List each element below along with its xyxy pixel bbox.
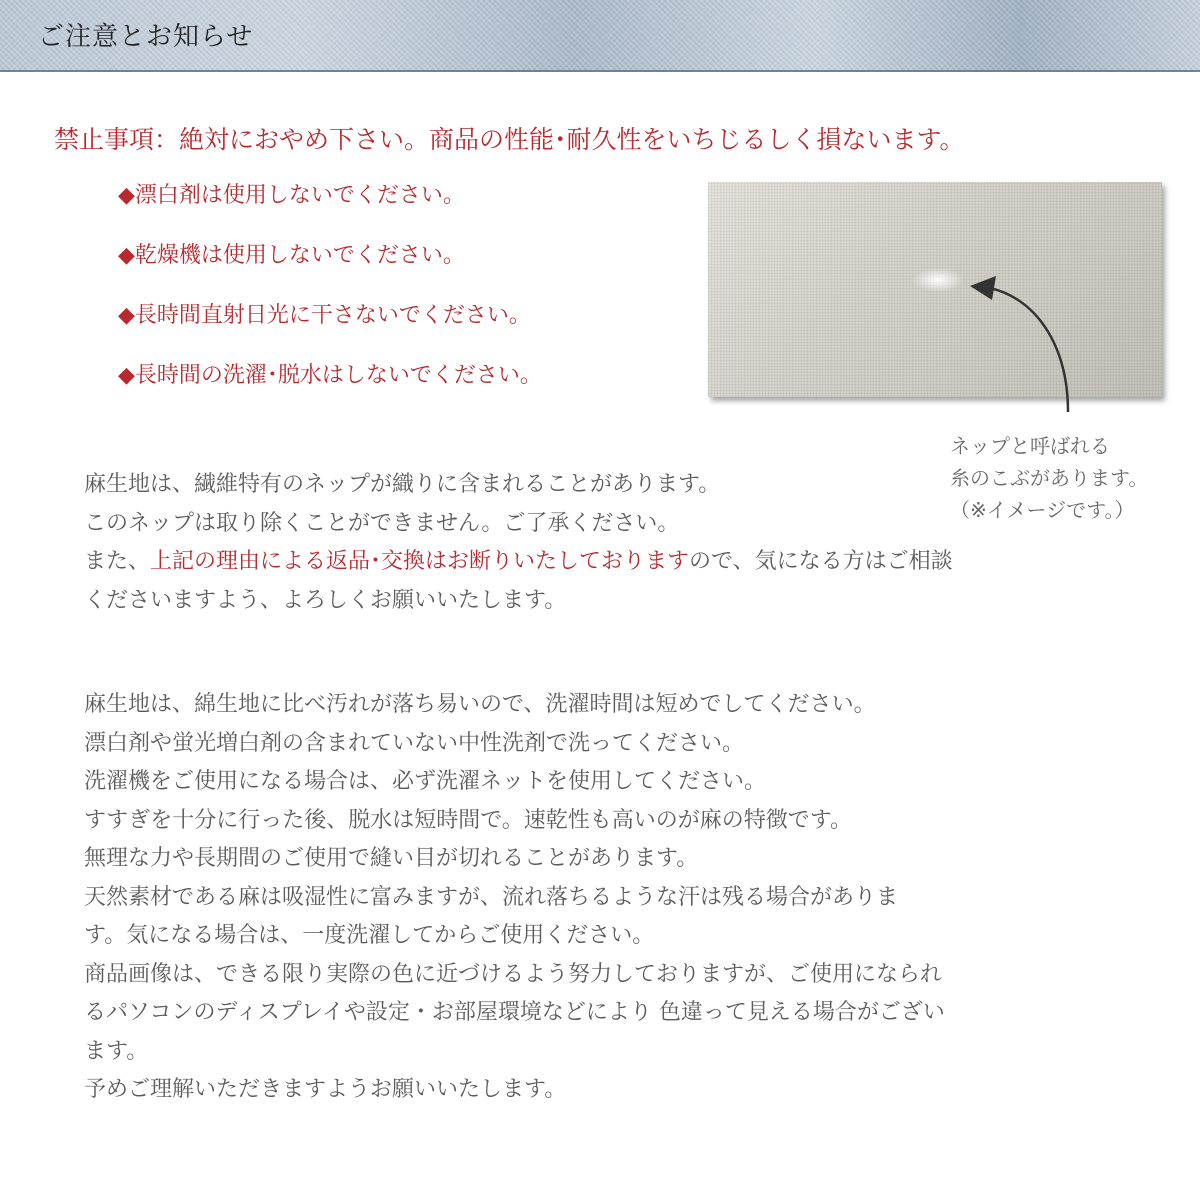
notice-line: このネップは取り除くことができません。ご了承ください。 bbox=[84, 510, 680, 536]
notice-line bbox=[84, 543, 953, 582]
care-line: 麻生地は、綿生地に比べ汚れが落ち易いので、洗濯時間は短めでしてください。 bbox=[84, 692, 876, 717]
prohibition-item: ◆乾燥機は使用しないでください。 bbox=[118, 243, 465, 268]
prohibition-heading: 禁止事項：絶対におやめ下さい。商品の性能･耐久性をいちじるしく損ないます。 bbox=[54, 125, 965, 154]
prohibition-item: ◆長時間の洗濯･脱水はしないでください。 bbox=[118, 363, 542, 388]
caption-line: （※イメージです。） bbox=[950, 498, 1135, 522]
care-line: 予めご理解いただきますようお願いいたします。 bbox=[84, 1077, 567, 1102]
care-line: るパソコンのディスプレイや設定・お部屋環境などにより 色違って見える場合がござい bbox=[84, 1000, 945, 1025]
care-line: 洗濯機をご使用になる場合は、必ず洗濯ネットを使用してください。 bbox=[84, 769, 767, 794]
care-line: すすぎを十分に行った後、脱水は短時間で。速乾性も高いのが麻の特徴です。 bbox=[84, 807, 853, 833]
return-policy-highlight: 上記の理由による返品･交換はお断りいたしております bbox=[150, 549, 690, 574]
prohibition-item: ◆長時間直射日光に干さないでください。 bbox=[118, 303, 531, 328]
notice-text: ので、気になる方はご相談 bbox=[689, 549, 953, 574]
care-line: 無理な力や長期間のご使用で縫い目が切れることがあります。 bbox=[84, 846, 699, 871]
prohibition-item: ◆漂白剤は使用しないでください。 bbox=[118, 183, 465, 208]
page-title: ご注意とお知らせ bbox=[38, 22, 254, 52]
pointer-arrow-icon bbox=[960, 270, 1080, 420]
care-instructions bbox=[84, 686, 945, 1110]
linen-fabric-image bbox=[708, 182, 1162, 397]
nep-notice bbox=[84, 466, 953, 620]
care-line: 天然素材である麻は吸湿性に富みますが、流れ落ちるような汗は残る場合がありま bbox=[84, 884, 899, 910]
care-line: 漂白剤や蛍光増白剤の含まれていない中性洗剤で洗ってください。 bbox=[84, 730, 745, 756]
image-caption bbox=[950, 430, 1190, 526]
notice-line: くださいますよう、よろしくお願いいたします。 bbox=[84, 587, 567, 613]
header-banner bbox=[0, 0, 1200, 72]
notice-line: 麻生地は、繊維特有のネップが織りに含まれることがあります。 bbox=[84, 472, 721, 497]
care-line: ます。 bbox=[84, 1038, 149, 1064]
caption-line: 糸のこぶがあります。 bbox=[950, 466, 1149, 490]
prohibition-list bbox=[118, 178, 542, 418]
caption-line: ネップと呼ばれる bbox=[950, 434, 1110, 458]
care-line: 商品画像は、できる限り実際の色に近づけるよう努力しておりますが、ご使用になられ bbox=[84, 961, 943, 987]
notice-text: また、 bbox=[84, 549, 151, 574]
care-line: す。気になる場合は、一度洗濯してからご使用ください。 bbox=[84, 923, 655, 948]
